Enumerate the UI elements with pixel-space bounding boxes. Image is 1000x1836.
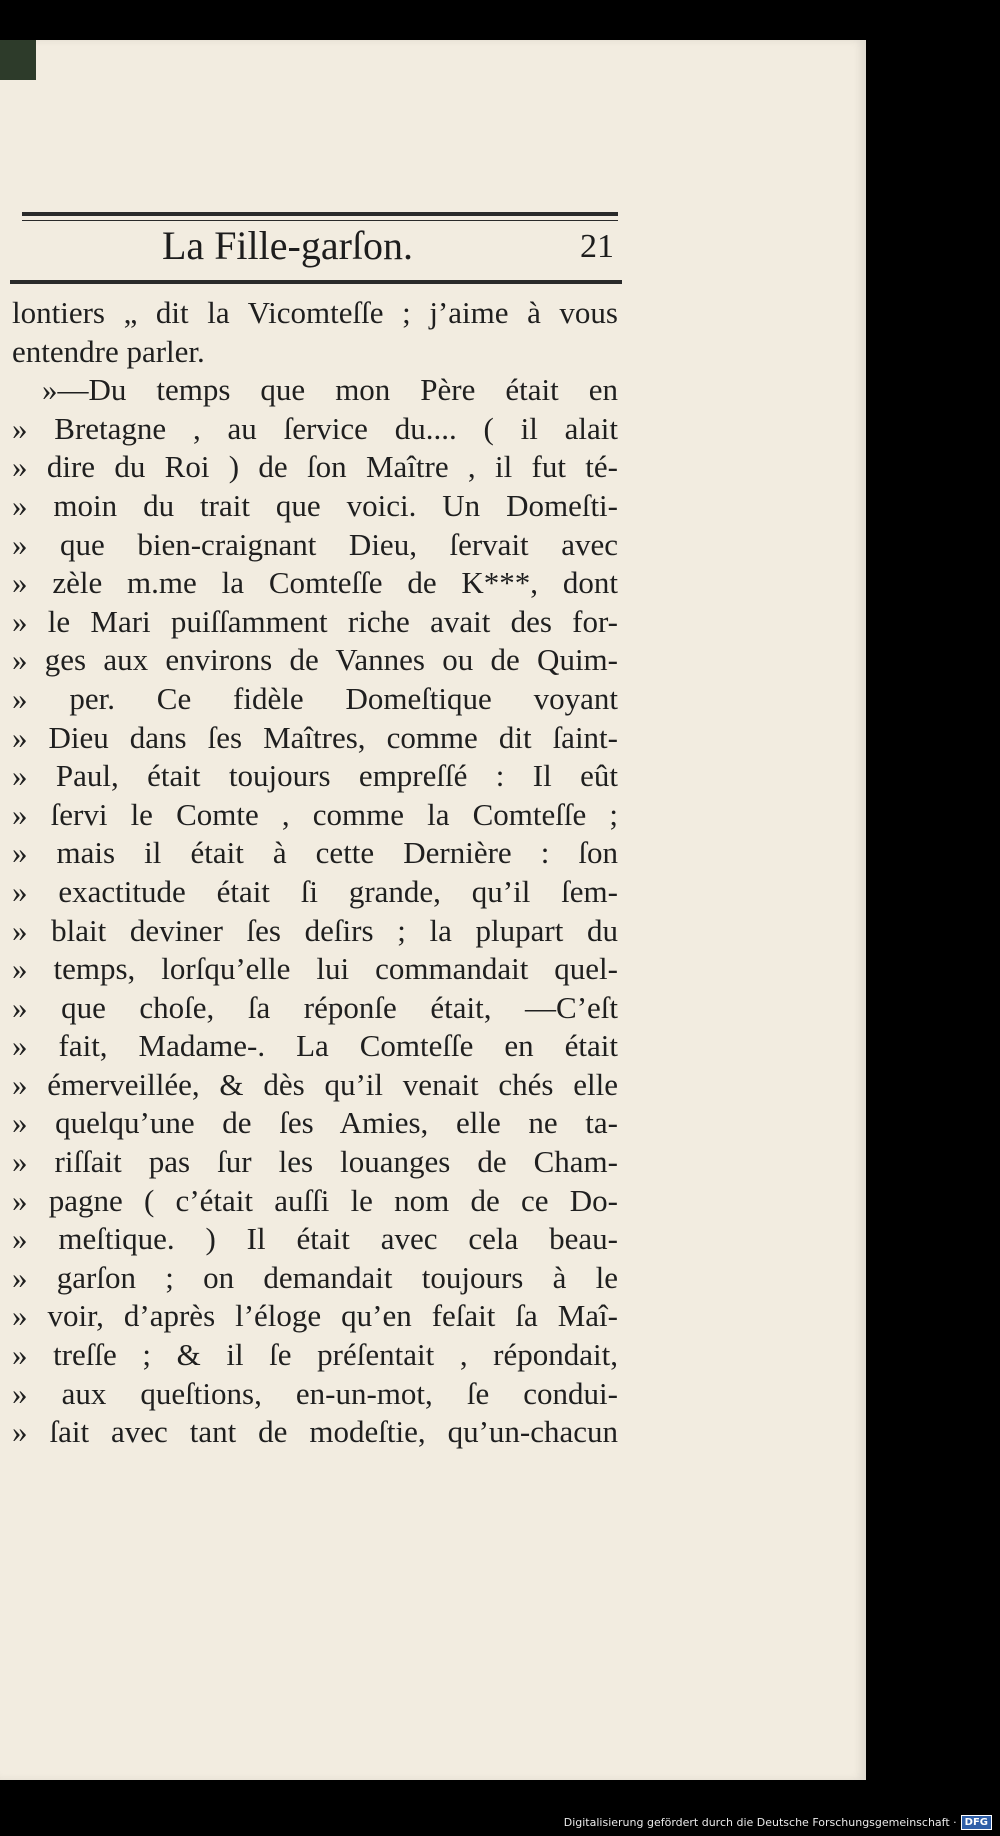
- text-line: » moin du trait que voici. Un Domeſti-: [12, 487, 618, 523]
- text-line: » zèle m.me la Comteſſe de K***, dont: [12, 565, 618, 601]
- book-page: [0, 40, 866, 1780]
- text-line: » Bretagne , au ſervice du.... ( il alait: [12, 410, 618, 446]
- text-line: » pagne ( c’était auſſi le nom de ce Do-: [12, 1182, 618, 1218]
- text-line: » dire du Roi ) de ſon Maître , il fut té-: [12, 449, 618, 485]
- text-line: entendre parler.: [12, 333, 205, 369]
- text-line: » aux queſtions, en-un-mot, ſe condui-: [12, 1375, 618, 1411]
- text-line: » blait deviner ſes deſirs ; la plupart du: [12, 912, 618, 948]
- text-line: » temps, lorſqu’elle lui commandait quel-: [12, 951, 618, 987]
- dfg-logo: DFG: [961, 1815, 992, 1830]
- text-line: » le Mari puiſſamment riche avait des for-: [12, 603, 618, 639]
- text-line: » garſon ; on demandait toujours à le: [12, 1259, 618, 1295]
- page-spine-mark: [0, 40, 36, 80]
- text-line: » Dieu dans ſes Maîtres, comme dit ſaint-: [12, 719, 618, 755]
- text-line: lontiers „ dit la Vicomteſſe ; j’aime à vous: [12, 295, 618, 330]
- page-header: [22, 218, 618, 274]
- text-line: » fait, Madame-. La Comteſſe en était: [12, 1028, 618, 1064]
- text-line: » treſſe ; & il ſe préſentait , répondait,: [12, 1337, 618, 1373]
- running-title: La Fille-garſon.: [162, 223, 414, 268]
- text-line: »—Du temps que mon Père était en: [42, 372, 618, 408]
- text-line: » ges aux environs de Vannes ou de Quim-: [12, 642, 618, 678]
- text-line: » quelqu’une de ſes Amies, elle ne ta-: [12, 1105, 618, 1141]
- text-line: » Paul, était toujours empreſſé : Il eût: [12, 758, 618, 794]
- text-line: » mais il était à cette Dernière : ſon: [12, 835, 618, 871]
- page-number: 21: [580, 228, 614, 265]
- text-line: » émerveillée, & dès qu’il venait chés elle: [12, 1066, 618, 1102]
- text-line: » que choſe, ſa réponſe était, —C’eſt: [12, 989, 618, 1025]
- text-line: » ſait avec tant de modeſtie, qu’un-chacun: [12, 1414, 618, 1450]
- credit-text: Digitalisierung gefördert durch die Deutsche Forschungsgemeinschaft ·: [563, 1816, 957, 1829]
- header-rule-top: [22, 212, 618, 216]
- body-text: [12, 294, 618, 1452]
- text-line: » per. Ce fidèle Domeſtique voyant: [12, 680, 618, 716]
- text-line: » ſervi le Comte , comme la Comteſſe ;: [12, 796, 618, 832]
- text-line: » voir, d’après l’éloge qu’en feſait ſa Maî-: [12, 1298, 618, 1334]
- text-line: » meſtique. ) Il était avec cela beau-: [12, 1221, 618, 1257]
- header-rule-bottom: [10, 280, 622, 284]
- text-line: » exactitude était ſi grande, qu’il ſem-: [12, 873, 618, 909]
- text-line: » riſſait pas ſur les louanges de Cham-: [12, 1144, 618, 1180]
- text-line: » que bien-craignant Dieu, ſervait avec: [12, 526, 618, 562]
- digitization-credit: [564, 1815, 992, 1830]
